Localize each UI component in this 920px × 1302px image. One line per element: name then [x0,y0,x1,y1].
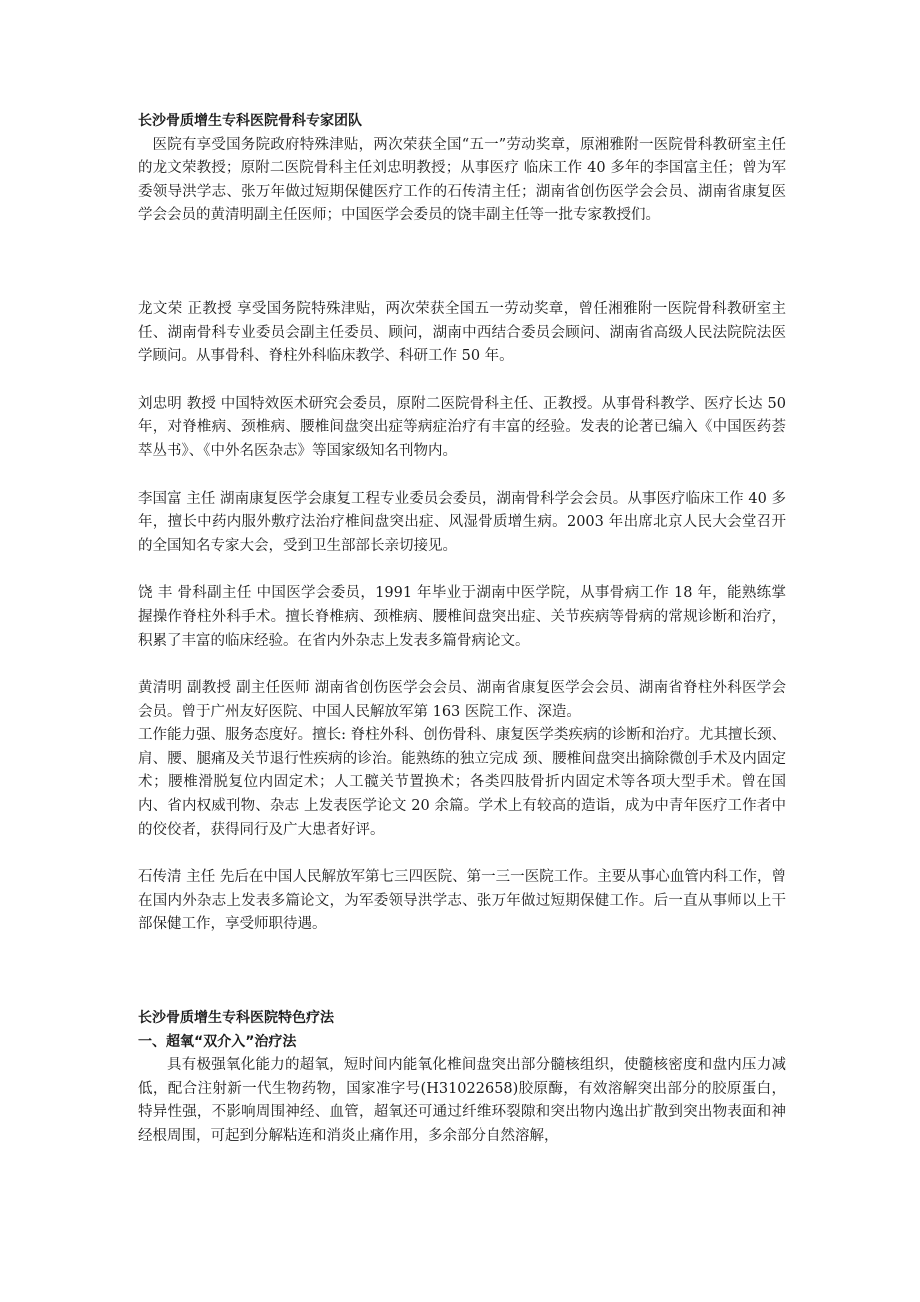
expert-bio-huang-qingming-extra: 工作能力强、服务态度好。擅长: 脊柱外科、创伤骨科、康复医学类疾病的诊断和治疗。尤其擅长颈、肩、腰、腿痛及关节退行性疾病的诊治。能熟练的独立完成 颈、腰椎间盘突出摘除微创手术及内固定术；腰椎滑脱复位内固定术；人工髋关节置换术；各类四肢骨折内固定术等各项大型手术。曾在国内、省内权威刊物、杂志 上发表医学论文 20 余篇。学术上有较高的造诣，成为中青年医疗工作者中的佼佼者，获得同行及广大患者好评。 [138,727,786,838]
spacer [138,558,786,582]
expert-bio-li-guofu: 李国富 主任 湖南康复医学会康复工程专业委员会委员，湖南骨科学会会员。从事医疗临床工作 40 多年，擅长中药内服外敷疗法治疗椎间盘突出症、风湿骨质增生病。2003 年出席北京人民大会堂召开的全国知名专家大会，受到卫生部部长亲切接见。 [138,490,786,554]
spacer [138,464,786,488]
section-title-expert-team: 长沙骨质增生专科医院骨科专家团队 [138,113,362,129]
spacer [138,842,786,866]
document-page [138,110,786,1149]
expert-bio-rao-feng: 饶 丰 骨科副主任 中国医学会委员，1991 年毕业于湖南中医学院，从事骨病工作 18 年，能熟练掌握操作脊柱外科手术。擅长脊椎病、颈椎病、腰椎间盘突出症、关节疾病等骨病的常规诊断和治疗，积累了丰富的临床经验。在省内外杂志上发表多篇骨病论文。 [138,585,786,649]
spacer [138,369,786,393]
section-title-special-therapy: 长沙骨质增生专科医院特色疗法 [138,1010,334,1027]
expert-bio-shi-chuanqing: 石传清 主任 先后在中国人民解放军第七三四医院、第一三一医院工作。主要从事心血管内科工作，曾在国内外杂志上发表多篇论文，为军委领导洪学志、张万年做过短期保健工作。后一直从事师以上干部保健工作，享受师职待遇。 [138,869,786,933]
expert-bio-long-wenrong: 龙文荣 正教授 享受国务院特殊津贴，两次荣获全国五一劳动奖章，曾任湘雅附一医院骨科教研室主任、湖南骨科专业委员会副主任委员、顾问，湖南中西结合委员会顾问、湖南省高级人民法院院法医学顾问。从事骨科、脊柱外科临床教学、科研工作 50 年。 [138,300,786,365]
spacer [138,653,786,677]
therapy-body: 具有极强氧化能力的超氧，短时间内能氧化椎间盘突出部分髓核组织，使髓核密度和盘内压力减低，配合注射新一代生物药物，国家准字号(H31022658)胶原酶，有效溶解突出部分的胶原蛋白，特异性强，不影响周围神经、血管，超氧还可通过纤维环裂隙和突出物内逸出扩散到突出物表面和神经根周围，可起到分解粘连和消炎止痛作用，多余部分自然溶解， [138,1057,786,1144]
intro-paragraph: 医院有享受国务院政府特殊津贴，两次荣获全国“五一”劳动奖章，原湘雅附一医院骨科教研室主任的龙文荣教授；原附二医院骨科主任刘忠明教授；从事医疗 临床工作 40 多年的李国富主任；曾为军委领导洪学志、张万年做过短期保健医疗工作的石传清主任；湖南省创伤医学会会员、湖南省康复医学会会员的黄清明副主任医师；中国医学会委员的饶丰副主任等一批专家教授们。 [138,136,786,224]
expert-bio-huang-qingming: 黄清明 副教授 副主任医师 湖南省创伤医学会会员、湖南省康复医学会会员、湖南省脊柱外科医学会会员。曾于广州友好医院、中国人民解放军第 163 医院工作、深造。 [138,680,786,720]
spacer [138,937,786,1007]
expert-bio-liu-zhongming: 刘忠明 教授 中国特效医术研究会委员，原附二医院骨科主任、正教授。从事骨科教学、医疗长达 50 年，对脊椎病、颈椎病、腰椎间盘突出症等病症治疗有丰富的经验。发表的论著已编入《中国医药荟萃丛书》、《中外名医杂志》等国家级知名刊物内。 [138,395,786,459]
spacer [138,228,786,298]
therapy-subheading: 一、超氧“双介入”治疗法 [138,1033,297,1050]
